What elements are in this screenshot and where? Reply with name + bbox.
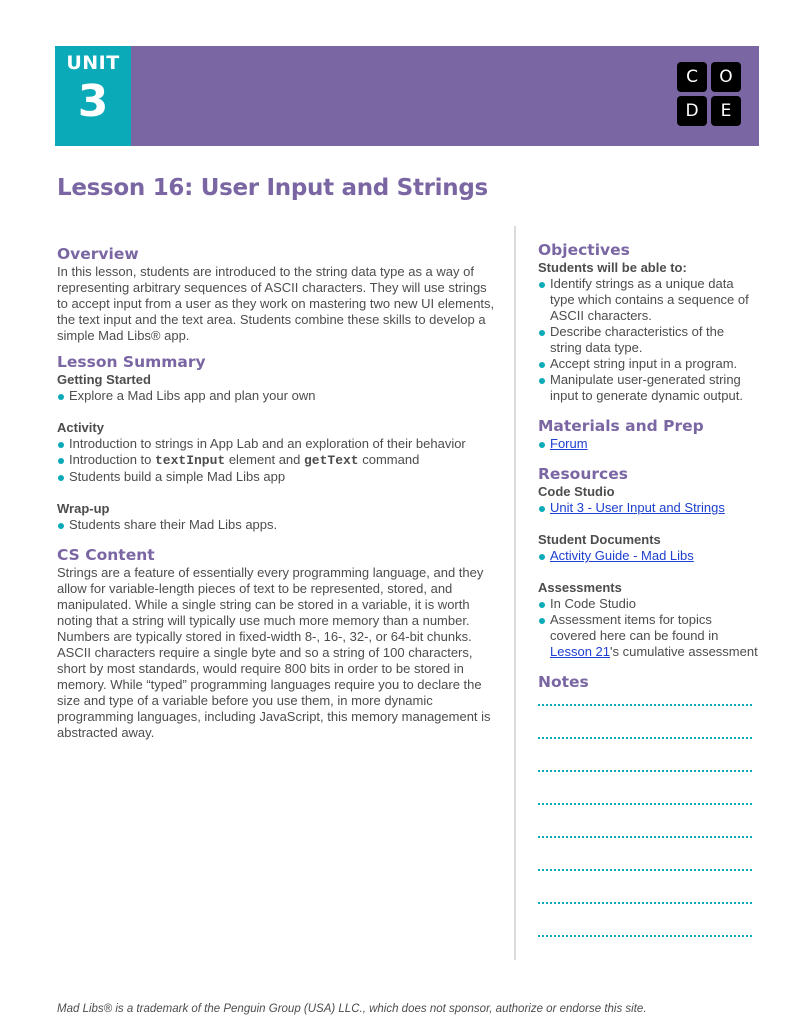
objectives-section: [538, 240, 758, 404]
notes-section: [538, 672, 758, 937]
trademark-footer: Mad Libs® is a trademark of the Penguin Group (USA) LLC., which does not sponsor, authorize or endorse this site.: [57, 1003, 647, 1015]
cs-content-section: [57, 545, 497, 741]
list-item: Accept string input in a program.: [538, 356, 758, 372]
text: command: [358, 452, 420, 467]
resources-heading: Resources: [538, 465, 628, 483]
list-item: Describe characteristics of the string data type.: [538, 324, 758, 356]
text: element and: [225, 452, 304, 467]
list-item: [57, 452, 497, 469]
text: Introduction to: [69, 452, 155, 467]
lesson-21-link[interactable]: Lesson 21: [550, 644, 610, 659]
code-studio-list: [538, 500, 758, 516]
unit-label: UNIT: [66, 52, 120, 74]
wrap-up-list: [57, 517, 497, 533]
logo-tile-d: D: [677, 96, 707, 126]
cs-content-body: Strings are a feature of essentially every programming language, and they allow for variable-length pieces of text to be represented, stored, and manipulated. While a single string can be stored in a variable, it is worth noting that a string will typically use much more memory than a number. Numbers are typically stored in fixed-width 8-, 16-, 32-, or 64-bit chunks. ASCII characters require a single byte and so a string of 100 characters, short by most standards, would require 800 bits in order to be stored in memory. While “typed” programming languages require you to declare the size and type of a variable before you use them, in more dynamic programming languages, including JavaScript, this memory management is abstracted away.: [57, 565, 491, 740]
list-item: [538, 436, 758, 452]
notes-line[interactable]: [538, 871, 752, 904]
resources-section: [538, 464, 758, 660]
student-documents-list: [538, 548, 758, 564]
assessments-heading: Assessments: [538, 580, 622, 595]
objectives-subheading: Students will be able to:: [538, 260, 687, 275]
activity-guide-link[interactable]: Activity Guide - Mad Libs: [550, 548, 694, 563]
text: 's cumulative assessment: [610, 644, 758, 659]
objectives-list: [538, 276, 758, 404]
code-textInput: textInput: [155, 453, 226, 468]
forum-link[interactable]: Forum: [550, 436, 588, 451]
notes-line[interactable]: [538, 692, 752, 706]
list-item: In Code Studio: [538, 596, 758, 612]
materials-section: [538, 416, 758, 452]
notes-lines: [538, 692, 758, 937]
unit-banner: [55, 46, 759, 146]
list-item: [538, 500, 758, 516]
notes-heading: Notes: [538, 673, 589, 691]
list-item: Identify strings as a unique data type which contains a sequence of ASCII characters.: [538, 276, 758, 324]
list-item: [538, 548, 758, 564]
student-documents-heading: Student Documents: [538, 532, 661, 547]
code-studio-heading: Code Studio: [538, 484, 615, 499]
logo-tile-o: O: [711, 62, 741, 92]
right-column: [538, 240, 758, 937]
list-item: Introduction to strings in App Lab and an exploration of their behavior: [57, 436, 497, 452]
list-item: Students share their Mad Libs apps.: [57, 517, 497, 533]
notes-line[interactable]: [538, 838, 752, 871]
list-item: Explore a Mad Libs app and plan your own: [57, 388, 497, 404]
cs-content-heading: CS Content: [57, 546, 155, 564]
assessments-list: [538, 596, 758, 660]
notes-line[interactable]: [538, 805, 752, 838]
lesson-summary-heading: Lesson Summary: [57, 353, 206, 371]
notes-line[interactable]: [538, 739, 752, 772]
getting-started-list: [57, 388, 497, 404]
activity-list: [57, 436, 497, 485]
list-item: Students build a simple Mad Libs app: [57, 469, 497, 485]
objectives-heading: Objectives: [538, 241, 630, 259]
wrap-up-heading: Wrap-up: [57, 501, 110, 516]
notes-line[interactable]: [538, 772, 752, 805]
logo-tile-c: C: [677, 62, 707, 92]
code-getText: getText: [304, 453, 359, 468]
unit-number: 3: [77, 76, 109, 127]
logo-tile-e: E: [711, 96, 741, 126]
page-title: Lesson 16: User Input and Strings: [57, 175, 488, 201]
text: Assessment items for topics covered here can be found in: [550, 612, 719, 643]
activity-heading: Activity: [57, 420, 104, 435]
list-item: [538, 612, 758, 660]
materials-heading: Materials and Prep: [538, 417, 704, 435]
lesson-summary-section: [57, 352, 497, 533]
notes-line[interactable]: [538, 706, 752, 739]
overview-body: In this lesson, students are introduced to the string data type as a way of representing arbitrary sequences of ASCII characters. They will use strings to accept input from a user as they work on mastering two new UI elements, the text input and the text area. Students combine these skills to develop a simple Mad Libs® app.: [57, 264, 495, 343]
column-divider: [514, 226, 516, 960]
overview-heading: Overview: [57, 245, 139, 263]
list-item: Manipulate user-generated string input to generate dynamic output.: [538, 372, 758, 404]
materials-list: [538, 436, 758, 452]
overview-section: [57, 244, 497, 344]
unit-3-link[interactable]: Unit 3 - User Input and Strings: [550, 500, 725, 515]
notes-line[interactable]: [538, 904, 752, 937]
left-column: [57, 244, 497, 741]
unit-badge: [55, 46, 131, 146]
getting-started-heading: Getting Started: [57, 372, 151, 387]
code-org-logo: [677, 62, 743, 128]
